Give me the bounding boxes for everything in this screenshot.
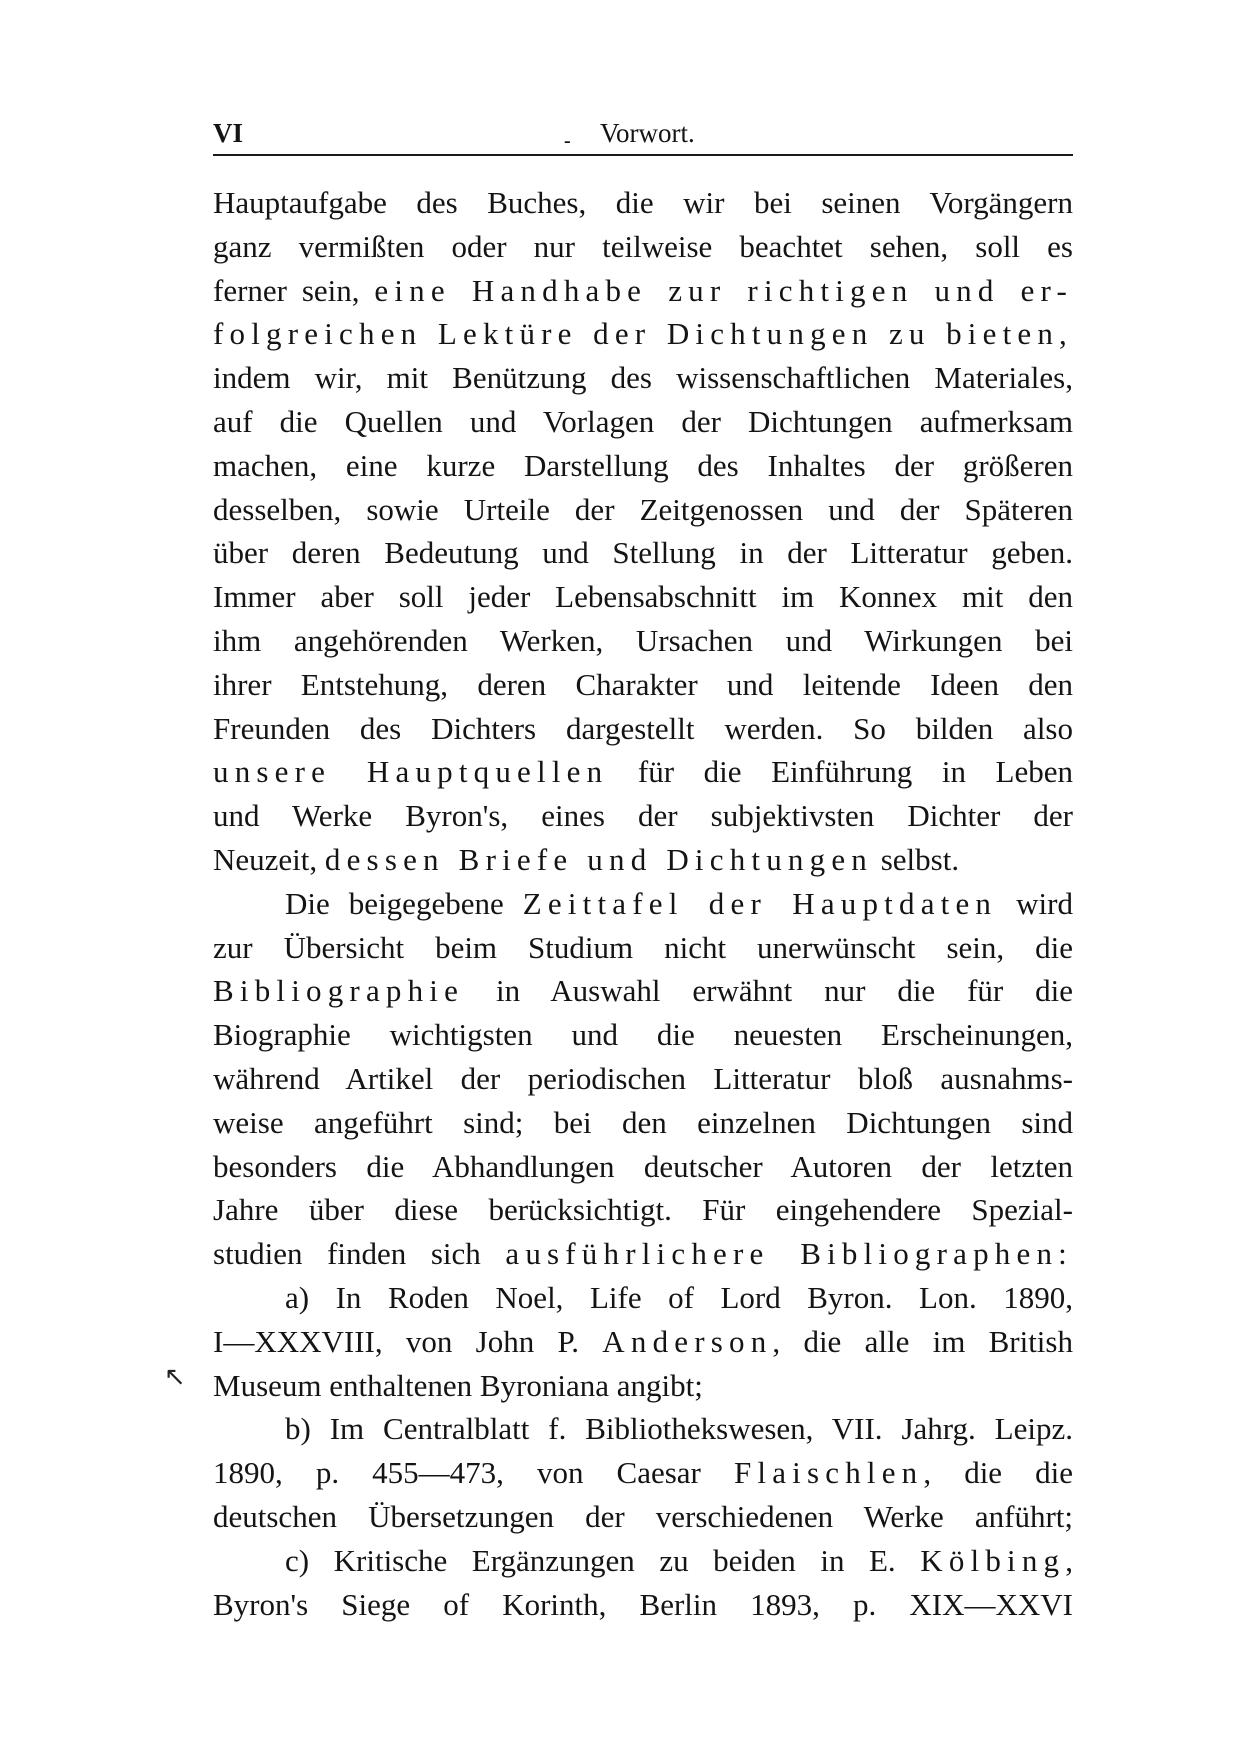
text-line: Die beigegebene Zeittafel der Hauptdaten wird bbox=[285, 885, 1073, 921]
text-line: indem wir, mit Benützung des wissenschaftlichen Materiales, bbox=[213, 360, 1073, 396]
text-line: während Artikel der periodischen Litteratur bloß ausnahms- bbox=[213, 1060, 1073, 1096]
text-line: folgreichen Lektüre der Dichtungen zu bieten, bbox=[213, 316, 1073, 352]
text-line: Freunden des Dichters dargestellt werden. So bilden also bbox=[213, 710, 1073, 746]
text-line: weise angeführt sind; bei den einzelnen Dichtungen sind bbox=[213, 1104, 1073, 1140]
text-line: I—XXXVIII, von John P. Anderson, die alle im British bbox=[213, 1323, 1073, 1359]
text-line: und Werke Byron's, eines der subjektivsten Dichter der bbox=[213, 798, 1073, 834]
body-text bbox=[213, 181, 1073, 1626]
header-dash: - bbox=[564, 130, 571, 152]
text-line: deutschen Übersetzungen der verschiedenen Werke anführt; bbox=[213, 1498, 1073, 1534]
text-line: besonders die Abhandlungen deutscher Autoren der letzten bbox=[213, 1148, 1073, 1184]
text-line: zur Übersicht beim Studium nicht unerwünscht sein, die bbox=[213, 929, 1073, 965]
page-number: VI bbox=[213, 118, 244, 148]
text-line: b) Im Centralblatt f. Bibliothekswesen, VII. Jahrg. Leipz. bbox=[285, 1411, 1073, 1447]
text-line: Biographie wichtigsten und die neuesten Erscheinungen, bbox=[213, 1017, 1073, 1053]
running-title: Vorwort. bbox=[600, 118, 695, 148]
text-line: ihm angehörenden Werken, Ursachen und Wirkungen bei bbox=[213, 622, 1073, 658]
text-line: Museum enthaltenen Byroniana angibt; bbox=[213, 1367, 703, 1403]
page-header bbox=[213, 114, 1073, 156]
text-line: auf die Quellen und Vorlagen der Dichtungen aufmerksam bbox=[213, 403, 1073, 439]
text-line: Jahre über diese berücksichtigt. Für eingehendere Spezial- bbox=[213, 1192, 1073, 1228]
margin-mark: ↖ bbox=[164, 1362, 186, 1392]
text-line: Hauptaufgabe des Buches, die wir bei seinen Vorgängern bbox=[213, 185, 1073, 220]
text-line: Byron's Siege of Korinth, Berlin 1893, p. XIX—XXVI bbox=[213, 1586, 1073, 1622]
text-line: Neuzeit, dessen Briefe und Dichtungen selbst. bbox=[213, 841, 960, 877]
text-line: 1890, p. 455—473, von Caesar Flaischlen, die die bbox=[213, 1455, 1074, 1491]
text-line: unsere Hauptquellen für die Einführung in Leben bbox=[213, 754, 1073, 790]
text-line: machen, eine kurze Darstellung des Inhaltes der größeren bbox=[213, 447, 1073, 483]
text-line: ihrer Entstehung, deren Charakter und leitende Ideen den bbox=[213, 666, 1073, 702]
text-line: über deren Bedeutung und Stellung in der Litteratur geben. bbox=[213, 535, 1073, 571]
text-line: Immer aber soll jeder Lebensabschnitt im Konnex mit den bbox=[213, 579, 1073, 615]
text-line: studien finden sich ausführlichere Bibliographen: bbox=[213, 1236, 1073, 1272]
text-line: desselben, sowie Urteile der Zeitgenossen und der Späteren bbox=[213, 491, 1073, 527]
text-line: ferner sein, eine Handhabe zur richtigen und er- bbox=[213, 272, 1073, 308]
text-line: c) Kritische Ergänzungen zu beiden in E. Kölbing, bbox=[285, 1542, 1073, 1578]
text-line: a) In Roden Noel, Life of Lord Byron. Lon. 1890, bbox=[285, 1279, 1073, 1315]
text-line: Bibliographie in Auswahl erwähnt nur die für die bbox=[213, 973, 1073, 1009]
text-line: ganz vermißten oder nur teilweise beachtet sehen, soll es bbox=[213, 228, 1073, 264]
